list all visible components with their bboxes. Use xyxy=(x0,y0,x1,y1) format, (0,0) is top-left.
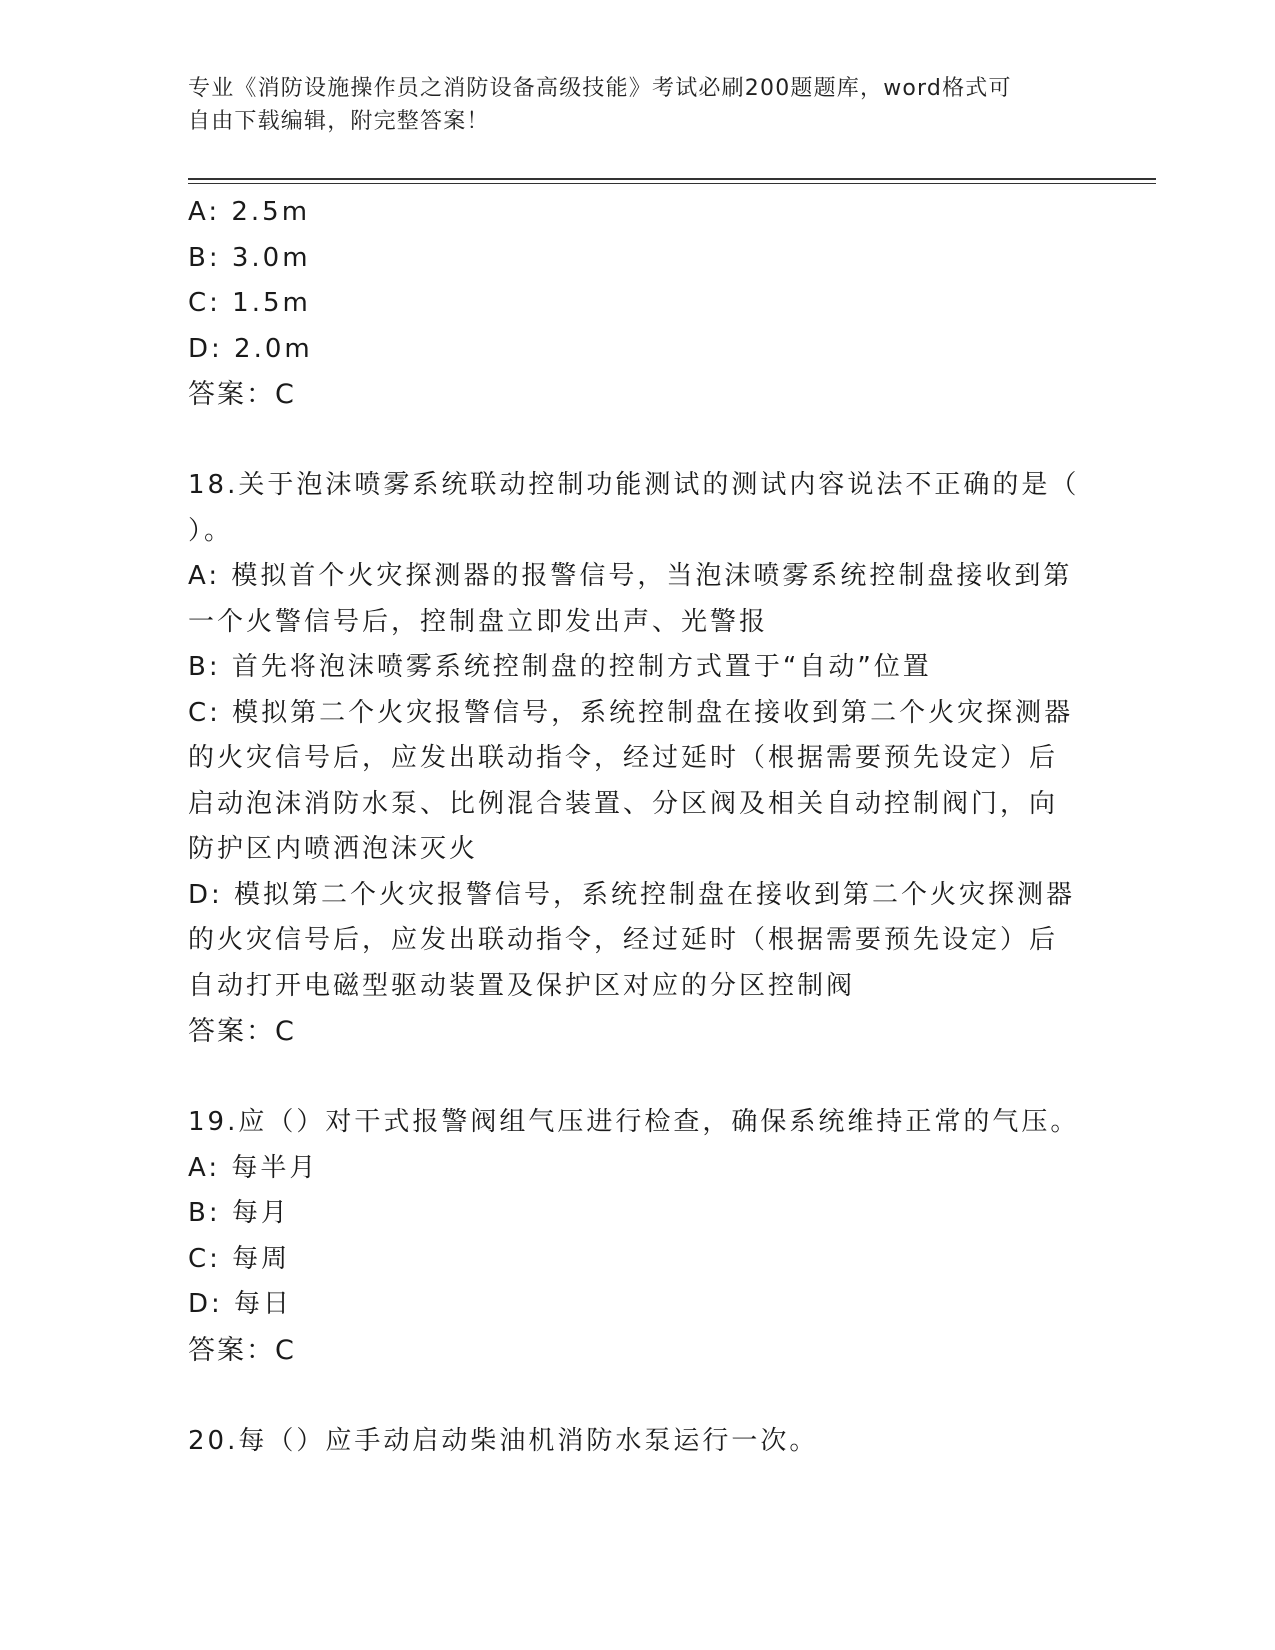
header-divider-thin xyxy=(188,183,1156,184)
option-d: D: 2.0m xyxy=(188,333,313,364)
question-stem-continued: ）。 xyxy=(188,515,234,546)
answer-label: 答案：C xyxy=(188,1016,296,1047)
header-line-2: 自由下载编辑，附完整答案！ xyxy=(188,109,490,134)
question-17 xyxy=(188,190,1088,418)
answer-label: 答案：C xyxy=(188,379,296,410)
option-c: C: 每周 xyxy=(188,1243,291,1274)
question-spacer xyxy=(188,1373,1088,1419)
option-d: D: 模拟第二个火灾报警信号，系统控制盘在接收到第二个火灾探测器 xyxy=(188,879,1076,910)
answer-label: 答案：C xyxy=(188,1334,296,1366)
question-19 xyxy=(188,1100,1088,1373)
question-stem: 18.关于泡沫喷雾系统联动控制功能测试的测试内容说法不正确的是（ xyxy=(188,470,1080,500)
option-a: A: 每半月 xyxy=(188,1152,319,1183)
option-a: A: 模拟首个火灾探测器的报警信号，当泡沫喷雾系统控制盘接收到第 xyxy=(188,561,1073,591)
option-a-continued: 一个火警信号后，控制盘立即发出声、光警报 xyxy=(188,606,769,637)
option-c: C: 1.5m xyxy=(188,288,311,318)
question-spacer xyxy=(188,418,1088,464)
option-c: C: 模拟第二个火灾报警信号，系统控制盘在接收到第二个火灾探测器 xyxy=(188,697,1074,728)
header-line-1: 专业《消防设施操作员之消防设备高级技能》考试必刷200题题库，word格式可 xyxy=(188,76,1012,101)
document-header xyxy=(188,72,1068,138)
option-b: B: 首先将泡沫喷雾系统控制盘的控制方式置于“自动”位置 xyxy=(188,652,932,682)
option-b: B: 3.0m xyxy=(188,242,311,273)
option-d-continued: 自动打开电磁型驱动装置及保护区对应的分区控制阀 xyxy=(188,970,856,1001)
question-spacer xyxy=(188,1055,1088,1101)
question-content xyxy=(188,190,1088,1464)
option-b: B: 每月 xyxy=(188,1198,290,1228)
option-c-continued: 防护区内喷洒泡沫灭火 xyxy=(188,834,479,864)
option-d: D: 每日 xyxy=(188,1289,293,1319)
question-stem: 20.每（）应手动启动柴油机消防水泵运行一次。 xyxy=(188,1425,819,1456)
option-c-continued: 的火灾信号后，应发出联动指令，经过延时（根据需要预先设定）后 xyxy=(188,743,1059,773)
option-c-continued: 启动泡沫消防水泵、比例混合装置、分区阀及相关自动控制阀门，向 xyxy=(188,788,1059,819)
option-d-continued: 的火灾信号后，应发出联动指令，经过延时（根据需要预先设定）后 xyxy=(188,925,1059,955)
question-20 xyxy=(188,1419,1088,1465)
question-stem: 19.应（）对干式报警阀组气压进行检查，确保系统维持正常的气压。 xyxy=(188,1107,1080,1137)
option-a: A: 2.5m xyxy=(188,197,311,227)
question-18 xyxy=(188,463,1088,1055)
header-divider-thick xyxy=(188,178,1156,180)
